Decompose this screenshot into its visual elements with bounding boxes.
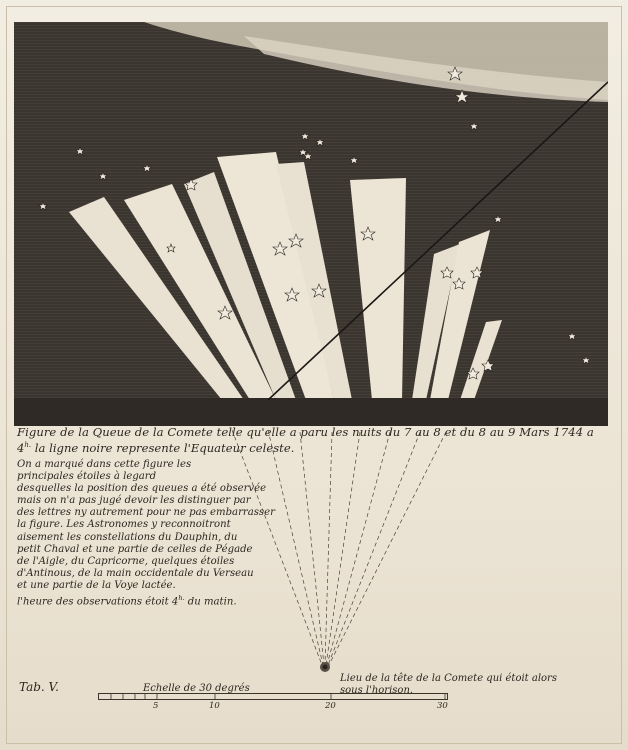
caption-line-2-text: la ligne noire represente l'Equateur celeste.: [31, 440, 295, 455]
note-line: des lettres ny autrement pour ne pas embarrasser: [17, 507, 275, 519]
note-line: principales étoiles à legard: [17, 471, 157, 483]
comet-head-label-line-2: sous l'horison.: [340, 685, 414, 696]
scale-title: Echelle de 30 degrés: [143, 683, 250, 694]
horizon-band: [14, 398, 608, 426]
scale-ticks: [99, 694, 447, 699]
caption-line-1: Figure de la Queue de la Comete telle qu'elle a paru les nuits du 7 au 8 et du 8 au 9 Mars 1744 a: [17, 425, 594, 439]
comet-head-label-line-1: Lieu de la tête de la Comete qui étoit alors: [340, 673, 557, 684]
night-sky-panel: [14, 22, 608, 426]
note-line: petit Chaval et une partie de celles de Pégade: [17, 543, 253, 555]
note-line: On a marqué dans cette figure les: [17, 459, 192, 470]
note-line: de l'Aigle, du Capricorne, quelques étoiles: [17, 555, 235, 567]
caption-hour-unit: h.: [24, 441, 32, 449]
scale-tick-label: 5: [153, 701, 159, 711]
figure-caption: [17, 426, 617, 455]
scale-tick-label: 30: [437, 701, 448, 711]
note-line: desquelles la position des queues a été observée: [17, 483, 267, 495]
note-line: et une partie de la Voye lactée.: [17, 579, 176, 591]
plate-number: Tab. V.: [19, 680, 59, 694]
note-line: mais on n'a pas jugé devoir les distinguer par: [17, 495, 251, 507]
scale-tick-label: 20: [325, 701, 336, 711]
caption-line-2: [17, 439, 617, 455]
note-last-line-start: l'heure des observations étoit 4: [17, 596, 179, 608]
explanatory-note: [17, 459, 287, 608]
scale-tick-label: 10: [209, 701, 220, 711]
scale-bar: [98, 693, 448, 700]
note-line: la figure. Les Astronomes y reconnoitront: [17, 519, 231, 531]
note-last-line-end: du matin.: [184, 596, 237, 608]
note-line: d'Antinous, de la main occidentale du Verseau: [17, 567, 254, 579]
note-hour-unit: h.: [178, 594, 185, 603]
note-last-line: [17, 592, 287, 608]
caption-hour: 4: [17, 440, 25, 455]
comet-tail-illustration: [14, 22, 608, 426]
note-line: aisement les constellations du Dauphin, du: [17, 531, 238, 543]
